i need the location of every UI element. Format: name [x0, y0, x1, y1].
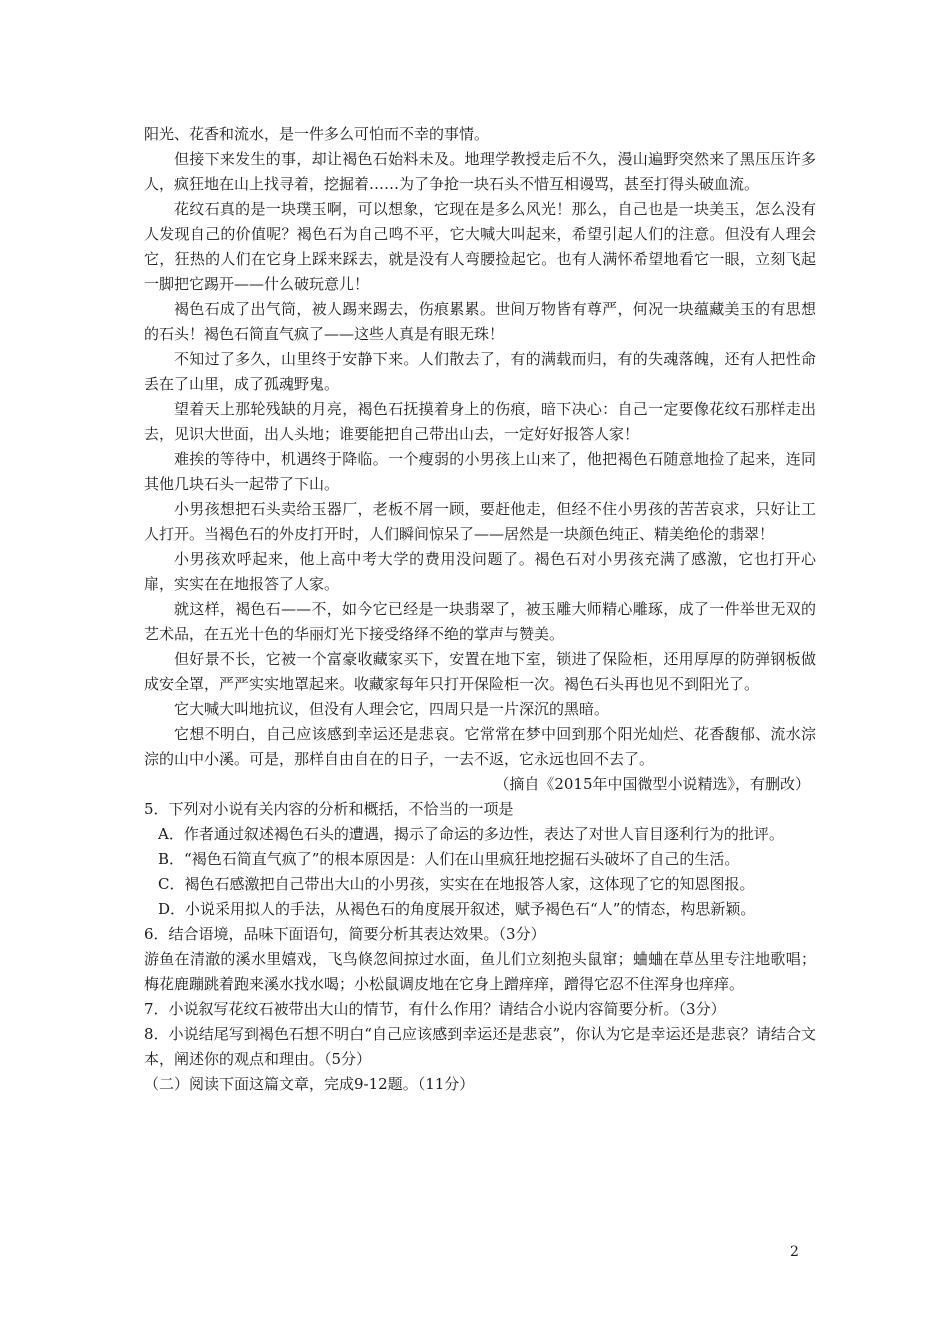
document-page — [144, 122, 816, 1097]
story-paragraph: 它想不明白，自己应该感到幸运还是悲哀。它常常在梦中回到那个阳光灿烂、花香馥郁、流水淙淙的山中小溪。可是，那样自由自在的日子，一去不返，它永远也回不去了。 — [144, 725, 816, 768]
story-paragraph: 就这样，褐色石——不，如今它已经是一块翡翠了，被玉雕大师精心雕琢，成了一件举世无双的艺术品，在五光十色的华丽灯光下接受络绎不绝的掌声与赞美。 — [144, 600, 816, 643]
source-citation: （摘自《2015年中国微型小说精选》，有删改） — [494, 775, 810, 793]
story-paragraph: 阳光、花香和流水，是一件多么可怕而不幸的事情。 — [144, 125, 490, 143]
question-6-stem: 6．结合语境，品味下面语句，简要分析其表达效果。（3分） — [144, 925, 546, 943]
page-number: 2 — [790, 1244, 799, 1260]
story-paragraph: 难挨的等待中，机遇终于降临。一个瘦弱的小男孩上山来了，他把褐色石随意地捡了起来，连同其他几块石头一起带了下山。 — [144, 450, 816, 493]
story-paragraph: 小男孩想把石头卖给玉器厂，老板不屑一顾，要赶他走，但经不住小男孩的苦苦哀求，只好让工人打开。当褐色石的外皮打开时，人们瞬间惊呆了——居然是一块颜色纯正、精美绝伦的翡翠！ — [144, 500, 816, 543]
question-5-option-b: B．“褐色石简直气疯了”的根本原因是：人们在山里疯狂地挖掘石头破坏了自己的生活。 — [158, 850, 740, 868]
story-paragraph: 但好景不长，它被一个富豪收藏家买下，安置在地下室，锁进了保险柜，还用厚厚的防弹钢板做成安全罩，严严实实地罩起来。收藏家每年只打开保险柜一次。褐色石头再也见不到阳光了。 — [144, 650, 816, 693]
story-paragraph: 小男孩欢呼起来，他上高中考大学的费用没问题了。褐色石对小男孩充满了感激，它也打开心扉，实实在在地报答了人家。 — [144, 550, 816, 593]
question-5-option-c: C．褐色石感激把自己带出大山的小男孩，实实在在地报答人家，这体现了它的知恩图报。 — [158, 875, 755, 893]
section-2-heading: （二）阅读下面这篇文章，完成9-12题。（11分） — [144, 1075, 475, 1093]
story-paragraph: 花纹石真的是一块璞玉啊，可以想象，它现在是多么风光！那么，自己也是一块美玉，怎么没有人发现自己的价值呢？褐色石为自己鸣不平，它大喊大叫起来，希望引起人们的注意。但没有人理会它，狂热的人们在它身上踩来踩去，就是没有人弯腰捡起它。也有人满怀希望地看它一眼，立刻飞起一脚把它踢开——什么破玩意儿！ — [144, 200, 816, 293]
story-paragraph: 它大喊大叫地抗议，但没有人理会它，四周只是一片深沉的黑暗。 — [174, 700, 610, 718]
question-6-quote: 游鱼在清澈的溪水里嬉戏，飞鸟倏忽间掠过水面，鱼儿们立刻抱头鼠窜；蛐蛐在草丛里专注地歌唱；梅花鹿蹦跳着跑来溪水找水喝；小松鼠调皮地在它身上蹭痒痒，蹭得它忍不住浑身也痒痒。 — [144, 950, 816, 993]
question-7: 7．小说叙写花纹石被带出大山的情节，有什么作用？请结合小说内容简要分析。（3分） — [144, 1000, 726, 1018]
story-paragraph: 望着天上那轮残缺的月亮，褐色石抚摸着身上的伤痕，暗下决心：自己一定要像花纹石那样走出去，见识大世面，出人头地；谁要能把自己带出山去，一定好好报答人家！ — [144, 400, 816, 443]
story-paragraph: 但接下来发生的事，却让褐色石始料未及。地理学教授走后不久，漫山遍野突然来了黑压压许多人，疯狂地在山上找寻着，挖掘着……为了争抢一块石头不惜互相谩骂，甚至打得头破血流。 — [144, 150, 816, 193]
question-5-stem: 5．下列对小说有关内容的分析和概括，不恰当的一项是 — [144, 800, 514, 818]
question-8: 8．小说结尾写到褐色石想不明白“自己应该感到幸运还是悲哀”，你认为它是幸运还是悲哀？请结合文本，阐述你的观点和理由。（5分） — [144, 1025, 816, 1068]
question-5-option-a: A．作者通过叙述褐色石头的遭遇，揭示了命运的多边性，表达了对世人盲目逐利行为的批评。 — [158, 825, 784, 843]
question-5-option-d: D．小说采用拟人的手法，从褐色石的角度展开叙述，赋予褐色石“人”的情态，构思新颖。 — [158, 900, 756, 918]
story-paragraph: 褐色石成了出气筒，被人踢来踢去，伤痕累累。世间万物皆有尊严，何况一块蕴藏美玉的有思想的石头！褐色石简直气疯了——这些人真是有眼无珠！ — [144, 300, 816, 343]
story-paragraph: 不知过了多久，山里终于安静下来。人们散去了，有的满载而归，有的失魂落魄，还有人把性命丢在了山里，成了孤魂野鬼。 — [144, 350, 816, 393]
